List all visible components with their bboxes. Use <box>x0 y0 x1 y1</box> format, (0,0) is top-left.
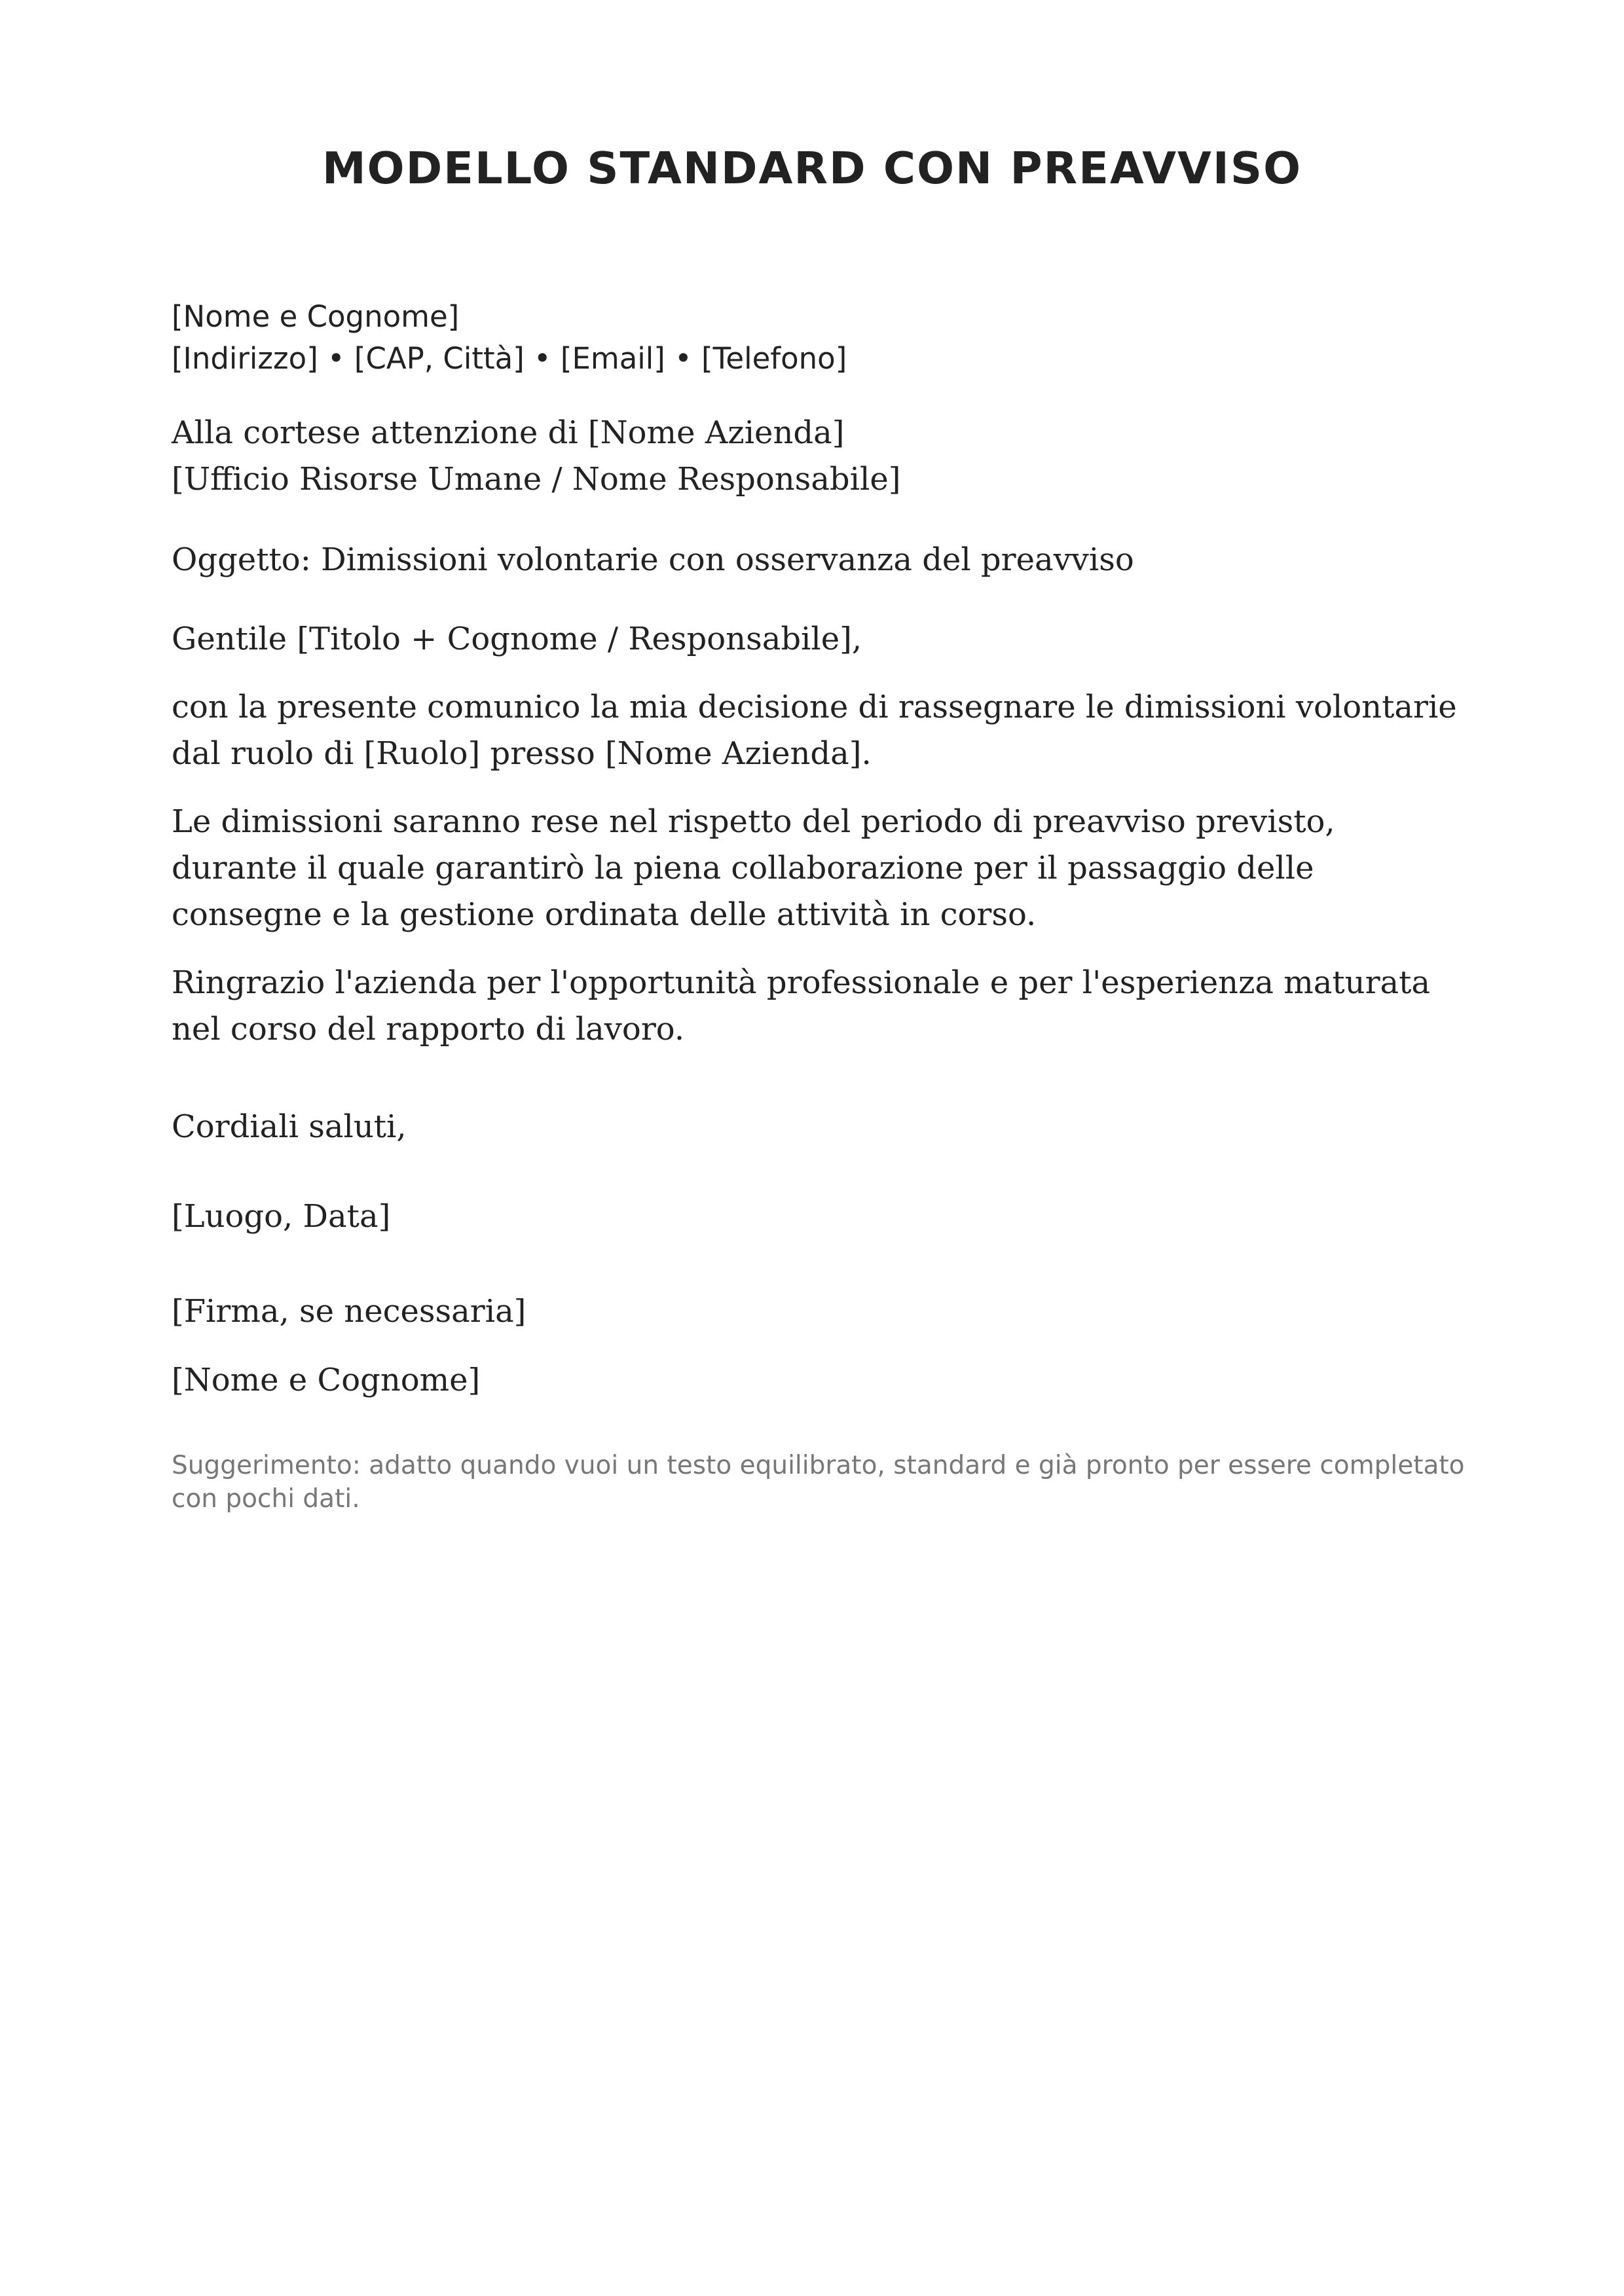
closing: Cordiali saluti, <box>172 1108 407 1145</box>
document-title: MODELLO STANDARD CON PREAVVISO <box>322 143 1302 194</box>
paragraph-2: Le dimissioni saranno rese nel rispetto del periodo di preavviso previsto, durante il quale garantirò la piena collaborazione per il passaggio delle consegne e la gestione ordinata delle attività in corso. <box>172 803 1335 933</box>
sender-name: [Nome e Cognome] <box>172 299 460 334</box>
place-date: [Luogo, Data] <box>172 1198 391 1235</box>
hint-note: Suggerimento: adatto quando vuoi un testo equilibrato, standard e già pronto per essere completato con pochi dati. <box>172 1451 1465 1514</box>
sender-contacts: [Indirizzo] • [CAP, Città] • [Email] • [Telefono] <box>172 341 847 376</box>
paragraph-3: Ringrazio l'azienda per l'opportunità professionale e per l'esperienza maturata nel corso del rapporto di lavoro. <box>172 964 1431 1048</box>
letter-body <box>172 296 1468 1516</box>
recipient-line-2: [Ufficio Risorse Umane / Nome Responsabile] <box>172 461 901 498</box>
recipient-line-1: Alla cortese attenzione di [Nome Azienda] <box>172 414 845 451</box>
paragraph-1: con la presente comunico la mia decisione di rassegnare le dimissioni volontarie dal ruolo di [Ruolo] presso [Nome Azienda]. <box>172 689 1457 772</box>
sender-block <box>172 296 1468 380</box>
recipient-block <box>172 410 1468 503</box>
subject-line: Oggetto: Dimissioni volontarie con osservanza del preavviso <box>172 541 1134 578</box>
signature-line: [Firma, se necessaria] <box>172 1293 526 1330</box>
signature-name: [Nome e Cognome] <box>172 1362 481 1398</box>
greeting: Gentile [Titolo + Cognome / Responsabile], <box>172 621 862 657</box>
